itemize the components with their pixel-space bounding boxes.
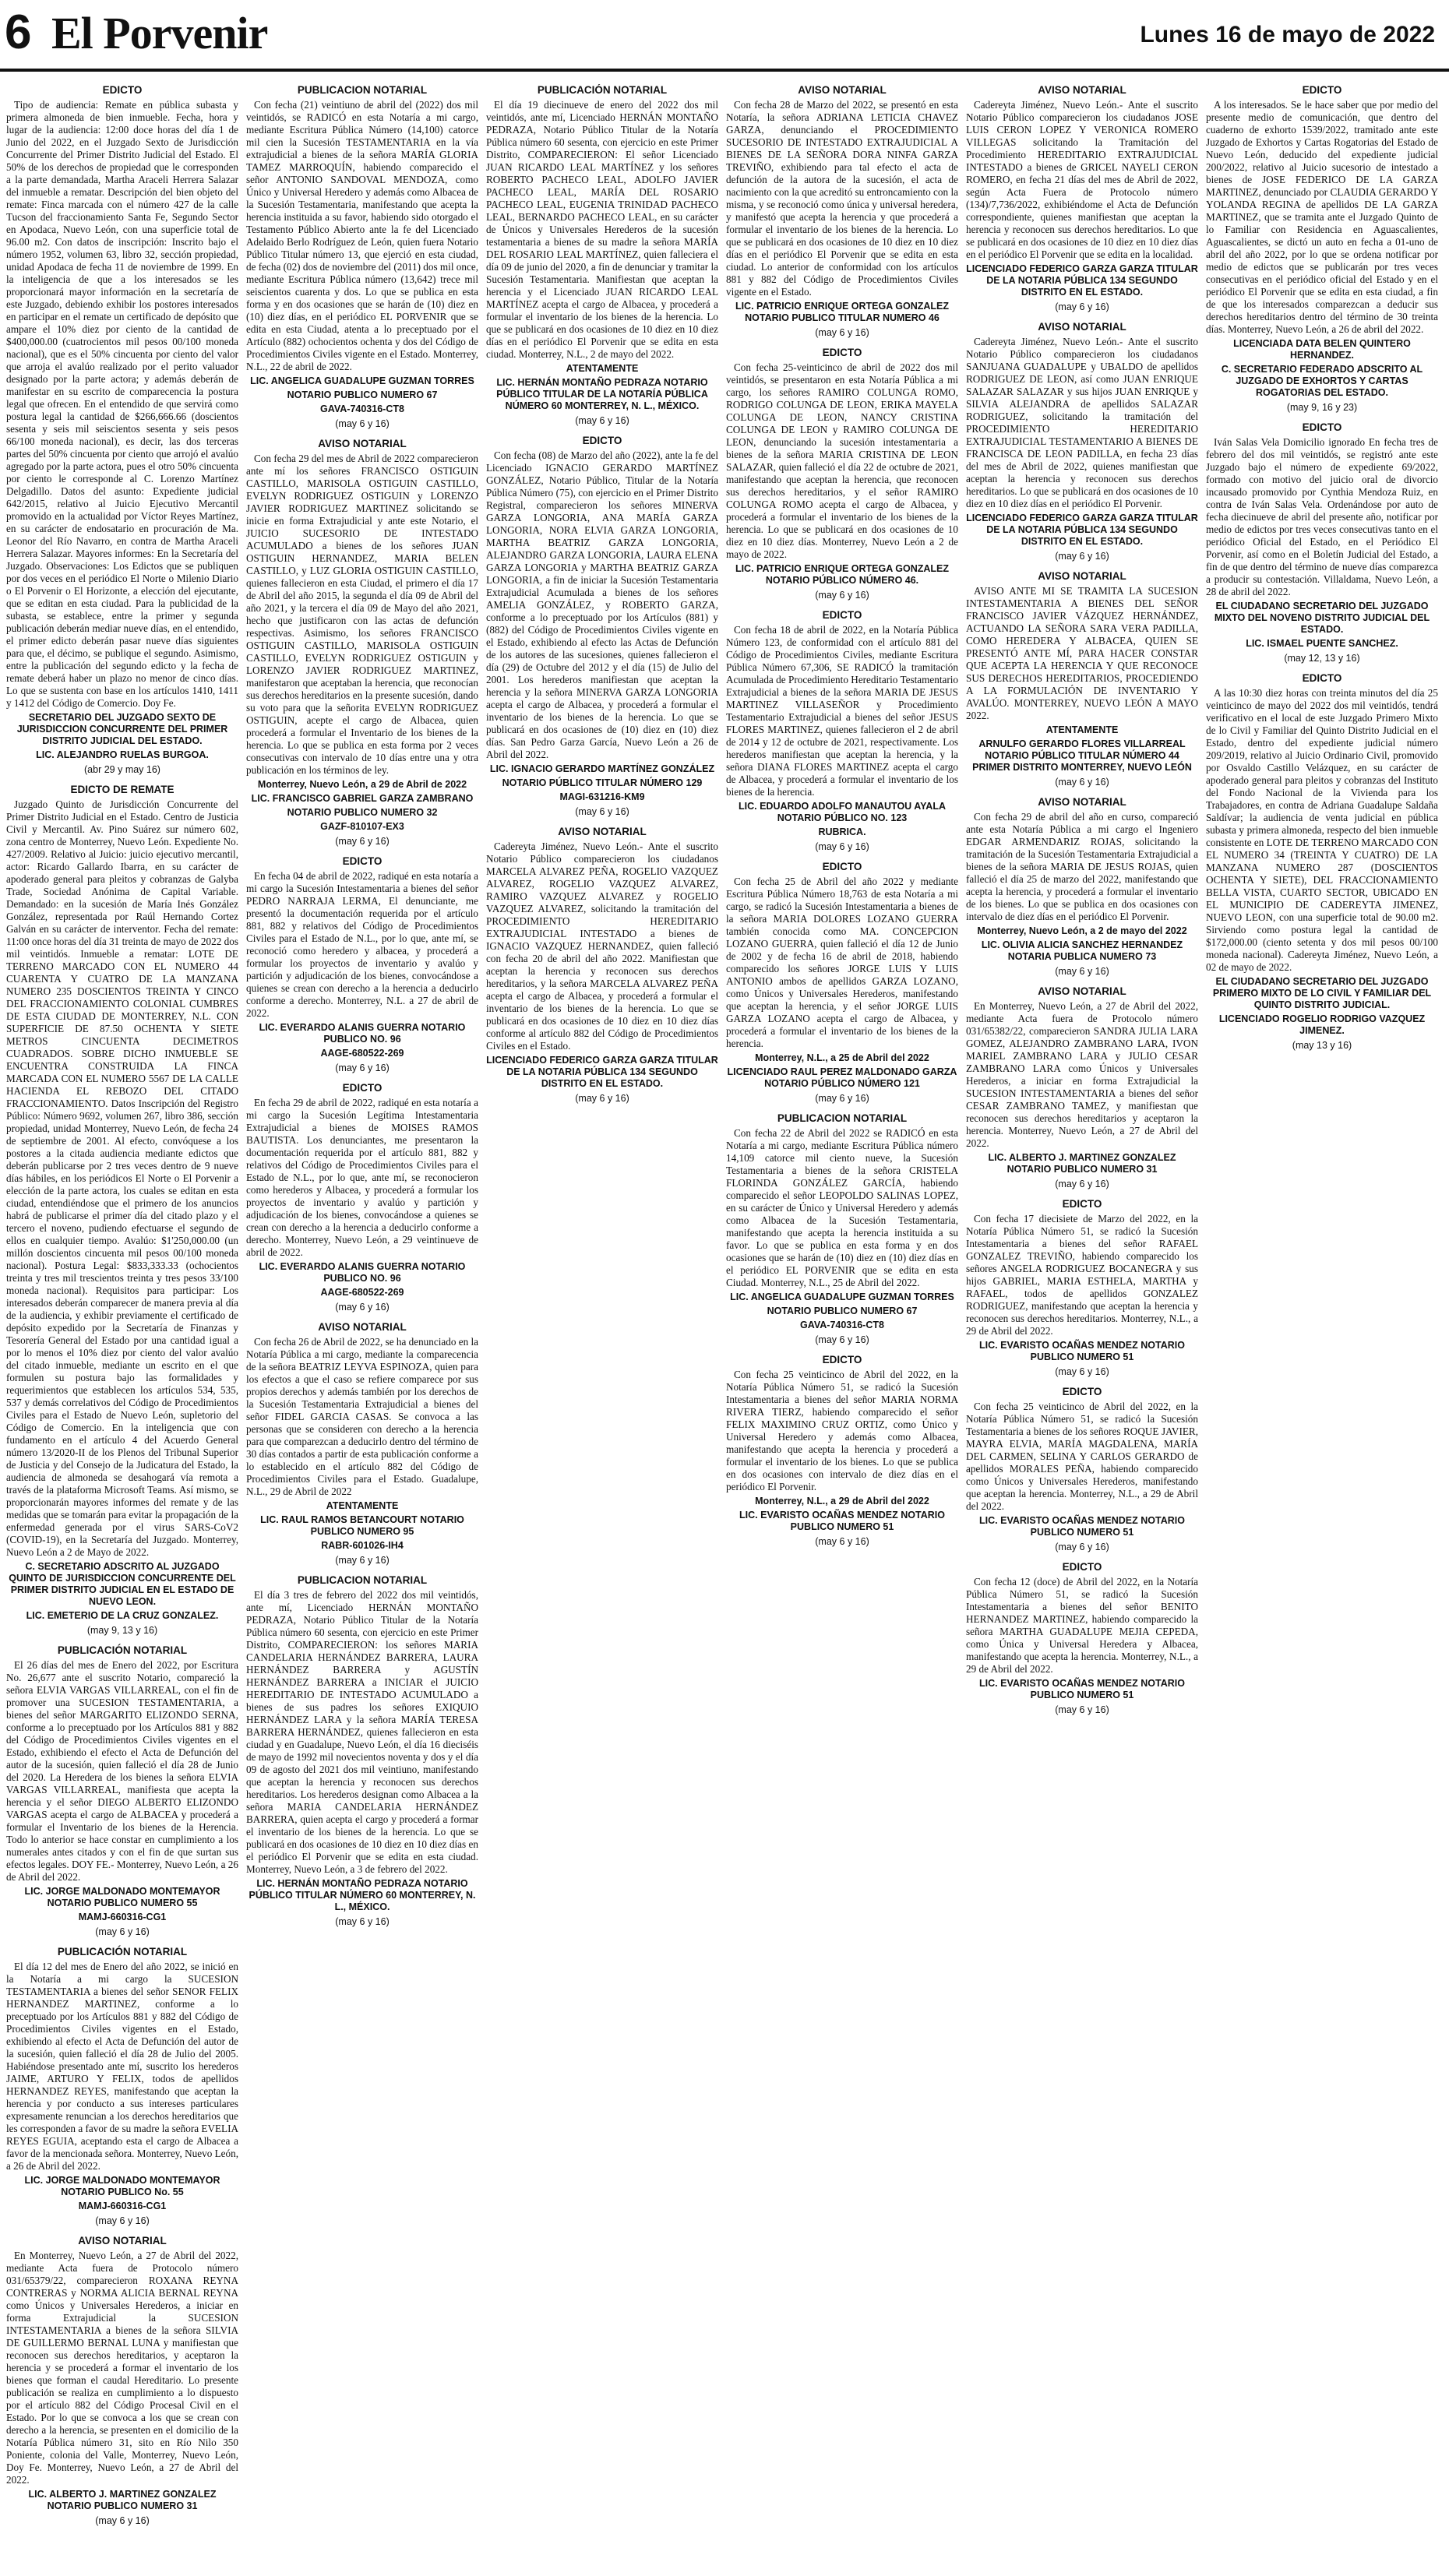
notice-body: Cadereyta Jiménez, Nuevo León.- Ante el suscrito Notario Público comparecieron los ciudadanos SANJUANA GUADALUPE y UBALDO de apellidos RODRIGUEZ DE LEON, así como JUAN ENRIQUE SALAZAR SALAZAR y sus hijos JUAN ENRIQUE y SILVIA ALEJANDRA de apellidos SALAZAR RODRIGUEZ, solicitando la tramitación del PROCEDIMIENTO HEREDITARIO EXTRAJUDICIAL TESTAMENTARIO A BIENES DE FRANCISCA DE LEON PADILLA, en fecha 23 días del mes de Abril de 2022, quienes manifiestan que aceptan la herencia y reconocen sus derechos hereditarios. Lo que se publicará en dos ocasiones de 10 diez en 10 diez días en el periódico El Porvenir. [966,336,1198,509]
notice-title: EDICTO [1062,1561,1102,1573]
legal-notice [726,347,958,601]
notice-signature: MAGI-631216-KM9 [559,791,645,802]
notice-signature: Monterrey, N.L., a 29 de Abril del 2022 [755,1496,929,1506]
notice-signature: LIC. ANGELICA GUADALUPE GUZMAN TORRES [250,375,474,386]
notice-signature: LIC. EVARISTO OCAÑAS MENDEZ NOTARIO PUBLICO NUMERO 51 [979,1340,1185,1362]
notice-body: El día 12 del mes de Enero del año 2022, se inició en la Notaría a mi cargo la SUCESION TESTAMENTARIA a bienes del señor SENOR FELIX HERNANDEZ MARTINEZ, conforme a lo preceptuado por los Artículos 881 y 882 del Código de Procedimientos Civiles vigentes en el Estado, exhibiendo al efecto el Acta de Defunción del autor de la sucesión, quien falleció el día 28 de Julio del 2005. Habiéndose presentado ante mí, suscrito los herederos JAIME, ARTURO Y FELIX, todos de apellidos HERNANDEZ REYES, manifestando que aceptan la herencia y por conducto a sus intereses particulares expresamente renuncian a los derechos hereditarios que les corresponden a favor de su madre la señora EVELIA REYES EGUIA, aceptando esta el cargo de Albacea a favor de la mencionada señora. Monterrey, Nuevo León, a 26 de Abril del 2022. [6,1961,238,2172]
notice-body: Con fecha 12 (doce) de Abril del 2022, en la Notaría Pública Número 51, se radicó la Sucesión Intestamentaria a bienes del señor BENITO HERNANDEZ MARTINEZ, habiendo comparecido la señora MARTHA GUADALUPE MEJIA CEPEDA, como Única y Universal Heredera y Albacea, manifestando que acepta la herencia. Monterrey, N.L., a 29 de Abril del 2022. [966,1576,1198,1675]
legal-notice [246,1574,478,1928]
notice-body: Tipo de audiencia: Remate en pública subasta y primera almoneda de bien inmueble. Fecha, hora y lugar de la audiencia: 12:00 doce horas del día 1 de Junio del 2022, en el Juzgado Sexto de Jurisdicción Concurrente del Primer Distrito Judicial del Estado. El 50% de los derechos de propiedad que le corresponden a la parte demandada, Martha Araceli Herrera Salazar del inmueble a rematar. Descripción del bien objeto del remate: Finca marcada con el número 427 de la calle Tucson del fraccionamiento Santa Fe, Segundo Sector en Apodaca, Nuevo León, con una superficie total de 96.00 m2. Con datos de inscripción: Inscrito bajo el número 1952, volumen 63, libro 32, sección propiedad, unidad Apodaca de fecha 11 de noviembre de 1999. En la inteligencia de que a los interesados se les proporcionará mayor información en la secretaría de este Juzgado, debiendo exhibir los postores interesados en participar en el remate un certificado de depósito que ampare el 10% diez por ciento de la cantidad de $400,000.00 (cuatrocientos mil pesos 00/100 moneda nacional), que es el 50% cincuenta por ciento del valor que arroja el avalúo realizado por el perito valuador designado por la parte actora; y además deberán de manifestar en su escrito de comparecencia la postura legal que ofrecen. En el entendido de que servirá como postura legal la cantidad de $266,666.66 (doscientos sesenta y seis mil seiscientos sesenta y seis pesos 66/100 moneda nacional), es decir, las dos terceras partes del 50% cincuenta por ciento que arrojó el avalúo agregado por la parte actora, pues el otro 50% cincuenta por ciento le corresponde al C. Lorenzo Martínez Delgadillo. Datos del asunto: Expediente judicial 642/2015, relativo al Juicio Ejecutivo Mercantil promovido en la actualidad por Víctor Reyes Martínez, en su carácter de endosatario en procuración de Ma. Leonor del Río Navarro, en contra de Martha Araceli Herrera Salazar. Mayores informes: En la Secretaría del Juzgado. Observaciones: Los Edictos que se publiquen por dos veces en el periódico El Norte o Milenio Diario o El Porvenir o El Horizonte, a elección del ejecutante, que se editan en esta ciudad. Para la publicidad de la subasta, se establece, entre la primer y segunda publicación deberán mediar nueve días, en el entendido, el primer edicto deberán pasar nueve días siguientes para que, el décimo, se publique el segundo. Asimismo, entre la publicación del segundo edicto y la fecha de remate deberá haber un plazo no menor de cinco días. Lo que se sustenta con base en los artículos 1410, 1411 y 1412 del Código de Comercio. Doy Fe. [6,99,238,709]
legal-notice [246,855,478,1074]
legal-notice [6,84,238,776]
notice-signature: RABR-601026-IH4 [321,1540,404,1551]
notice-body: El 26 días del mes de Enero del 2022, por Escritura No. 26,677 ante el suscrito Notario, compareció la señora ELVIA VARGAS VILLARREAL, con el fin de promover una SUCESION TESTAMENTARIA, a bienes del señor MARGARITO ELIZONDO SERNA, conforme a lo preceptuado por los Artículos 881 y 882 del Código de Procedimientos Civiles vigentes en el Estado, exhibiendo el efecto el Acta de Defunción del autor de la sucesión, quien falleció el día 28 de Junio del 2020. La Heredera de los bienes la señora ELVIA VARGAS VILLARREAL, manifiesta que acepta la herencia y el señor DIEGO ALBERTO ELIZONDO VARGAS acepta el cargo de ALBACEA y procederá a formular el Inventario de los bienes de la Herencia. Todo lo anterior se hace constar en cumplimiento a los numerales antes citados y con el fin de que surtan sus efectos legales. DOY FE.- Monterrey, Nuevo León, a 26 de Abril del 2022. [6,1659,238,1883]
legal-notice [1206,84,1438,414]
notice-body: Iván Salas Vela Domicilio ignorado En fecha tres de febrero del dos mil veintidós, se registró ante este Juzgado bajo el número de expediente 69/2022, formado con motivo del juicio oral de divorcio incausado promovido por Cynthia Mendoza Ruiz, en contra de Iván Salas Vela. Ordenándose por auto de fecha diecinueve de abril del presente año, notificar por medio de edictos por tres veces consecutivas tanto en el periódico Oficial del Estado, en el Periódico El Porvenir, así como en el Boletín Judicial del Estado, a fin de que dentro del término de nueve días comparezca a producir su contestación. Villaldama, Nuevo León, a 28 de abril del 2022. [1206,436,1438,597]
notice-signature: LIC. ANGELICA GUADALUPE GUZMAN TORRES [730,1292,954,1302]
issue-date: Lunes 16 de mayo de 2022 [1140,22,1435,48]
notice-body: Con fecha 22 de Abril del 2022 se RADICÓ en esta Notaría a mi cargo, mediante Escritura Pública número 14,109 catorce mil ciento nueve, la Sucesión Testamentaria a bienes de la señora CRISTELA FLORINDA GONZÁLEZ GARCÍA, habiendo comparecido el señor LEOPOLDO SALINAS LOPEZ, en su carácter de Único y Universal Heredero y además como Albacea de la Sucesión Testamentaria, manifestando que acepta la herencia instituida a su favor. Lo que se publica en esta forma y en dos ocasiones que se harán de (10) diez en (10) diez días en el periódico EL PORVENIR que se edita en esta Ciudad. Monterrey, N.L., 25 de Abril del 2022. [726,1127,958,1288]
notice-title: EDICTO [102,84,143,96]
notice-body: Juzgado Quinto de Jurisdicción Concurrente del Primer Distrito Judicial en el Estado. Centro de Justicia Civil y Mercantil. Av. Pino Suárez sur número 602, zona centro de Monterrey, Nuevo León. Expediente No. 427/2009. Relativo al Juicio: juicio ejecutivo mercantil, actor: Ricardo Gallardo Ibarra, en su carácter de apoderado general para pleitos y cobranzas de Galyba Trade, Sociedad Anónima de Capital Variable. Demandado: en la sucesión de María Inés González González, representada por Raúl Hernando Cortez Galván en su carácter de interventor. Fecha del remate: 11:00 once horas del día 31 treinta de mayo de 2022 dos mil veintidós. Inmueble a rematar: LOTE DE TERRENO MARCADO CON EL NUMERO 44 CUARENTA Y CUATRO DE LA MANZANA NUMERO 235 DOSCIENTOS TREINTA Y CINCO DEL FRACCIONAMIENTO COLONIAL CUMBRES DE ESTA CIUDAD DE MONTERREY, N.L. CON SUPERFICIE DE 87.50 OCHENTA Y SIETE METROS CINCUENTA DECIMETROS CUADRADOS. SOBRE DICHO INMUEBLE SE ENCUENTRA CONSTRUIDA LA FINCA MARCADA CON EL NUMERO 5567 DE LA CALLE HACIENDA EL REBOZO DEL CITADO FRACCIONAMIENTO. Datos Inscripción del Registro Público: Número 9692, volumen 267, libro 386, sección propiedad, unidad Monterrey, Nuevo León, de fecha 24 de septiembre de 2001. Al efecto, convóquese a los postores a la citada audiencia mediante edictos que deberán publicarse por 2 tres veces dentro de 9 nueve días hábiles, en los periódicos El Norte o El Porvenir a elección de la parte actora, los cuales se editan en esta ciudad, entendiéndose que el primero de los anuncios habrá de publicarse el primer día del citado plazo y el tercero el noveno, pudiendo efectuarse el segundo de ellos en cualquier tiempo. Avalúo: $1'250,000.00 (un millón doscientos cincuenta mil pesos 00/100 moneda nacional). Postura Legal: $833,333.33 (ochocientos treinta y tres mil trescientos treinta y tres pesos 33/100 moneda nacional). Requisitos para participar: Los interesados deberán comparecer de manera previa al día de la audiencia, y exhibir previamente el certificado de depósito expedido por la Secretaría de Finanzas y Tesorería General del Estado por una cantidad igual a por lo menos el 10% diez por ciento del valor avalúo del citado inmueble, mediante un escrito en el que formulen su postura bajo las formalidades y requerimientos que establecen los artículos 534, 535, 537 y demás correlativos del Código de Procedimientos Civiles para el Estado de Nuevo León, supletorio del Código de Comercio. En la inteligencia que con fundamento en el artículo 4 del Acuerdo General número 13/2020-II de los Plenos del Tribunal Superior de Justicia y del Consejo de la Judicatura del Estado, la audiencia de almoneda se desahogará vía remota a través de la plataforma Microsoft Teams. Así mismo, se proporcionarán mayores informes del remate y de las medidas que se tomarán para evitar la propagación de la enfermedad generada por el virus SARS-CoV2 (COVID-19), en la Secretaría del Juzgado. Monterrey, Nuevo León a 2 de Mayo de 2022. [6,798,238,1558]
notice-signature: LICENCIADO RAUL PEREZ MALDONADO GARZA NOTARIO PÚBLICO NÚMERO 121 [727,1066,957,1089]
notice-title: EDICTO [582,435,622,446]
notice-signature: LIC. ISMAEL PUENTE SANCHEZ. [1246,638,1398,649]
notice-body: A las 10:30 diez horas con treinta minutos del día 25 veinticinco de mayo del 2022 dos mil veintidós, tendrá verificativo en el local de este Juzgado Primero Mixto de lo Civil y Familiar del Quinto Distrito Judicial en el Estado, dentro del expediente judicial número 209/2019, relativo al Juicio Ordinario Civil, promovido por Osvaldo Castillo Velázquez, en su carácter de apoderado general para pleitos y cobranzas del Instituto del Fondo Nacional de la Vivienda para los Trabajadores, en contra de Adriana Guadalupe Saldaña Saldívar; la audiencia de venta judicial en pública subasta y primera almoneda, respecto del bien inmueble consistente en LOTE DE TERRENO MARCADO CON EL NUMERO 34 (TREINTA Y CUATRO) DE LA MANZANA NUMERO 287 (DOSCIENTOS OCHENTA Y SIETE), DEL FRACCIONAMIENTO BELLA VISTA, CUARTO SECTOR, UBICADO EN EL MUNICIPIO DE CADEREYTA JIMENEZ, NUEVO LEON, con una superficie total de 90.00 m2. Sirviendo como postura legal la cantidad de $172,000.00 (ciento setenta y dos mil pesos 00/100 moneda nacional). Cadereyta Jiménez, Nuevo León, a 02 de mayo de 2022. [1206,687,1438,973]
notice-title: PUBLICACIÓN NOTARIAL [57,1946,188,1958]
notice-signature: NOTARIO PUBLICO NUMERO 67 [767,1306,918,1316]
legal-notice [486,84,718,427]
publication-dates: (may 6 y 16) [815,590,869,601]
publication-dates: (may 6 y 16) [1055,966,1109,977]
legal-notice [726,609,958,853]
publication-dates: (may 6 y 16) [575,415,629,426]
legal-notice [246,1321,478,1566]
column [246,84,478,2561]
column [966,84,1198,2561]
notice-body: Con fecha 25 de Abril del año 2022 y mediante Escritura Pública Número 18,763 de esta Notaría a mi cargo, se radicó la Sucesión Intestamentaria a bienes de la señora MARIA DOLORES LOZANO GUERRA también conocida como MA. CONCEPCION LOZANO GUERRA, quien falleció el día 12 de Junio de 2002 y de fecha 16 de abril de 2018, habiendo comparecido los señores JORGE LUIS Y LUIS ANTONIO ambos de apellidos GARZA LOZANO, como Únicos y Universales Herederos, manifestando que aceptan la herencia, y el señor JORGE LUIS GARZA LOZANO acepta el cargo de Albacea, y procederá a formular el inventario de los bienes de la herencia. [726,876,958,1049]
notice-signature: LICENCIADO FEDERICO GARZA GARZA TITULAR DE LA NOTARIA PÚBLICA 134 SEGUNDO DISTRITO EN EL ESTADO. [966,263,1198,298]
legal-notice [486,435,718,818]
notice-signature: LIC. EVARISTO OCAÑAS MENDEZ NOTARIO PUBLICO NUMERO 51 [979,1515,1185,1538]
notice-signature: Monterrey, Nuevo León, a 2 de mayo del 2022 [977,925,1187,936]
notice-signature: EL CIUDADANO SECRETARIO DEL JUZGADO MIXTO DEL NOVENO DISTRITO JUDICIAL DEL ESTADO. [1214,601,1430,635]
legal-notices-columns [6,84,1446,2561]
notice-title: AVISO NOTARIAL [1038,84,1126,96]
notice-title: AVISO NOTARIAL [1038,321,1126,333]
notice-title: PUBLICACION NOTARIAL [297,84,428,96]
notice-signature: AAGE-680522-269 [320,1287,404,1298]
column [486,84,718,2561]
notice-title: AVISO NOTARIAL [78,2235,167,2247]
publication-dates: (may 6 y 16) [815,1536,869,1547]
notice-body: Con fecha (08) de Marzo del año (2022), ante la fe del Licenciado IGNACIO GERARDO MARTÍNEZ GONZÁLEZ, Notario Público, Titular de la Notaría Pública Número (75), con ejercicio en el Primer Distrito Registral, comparecieron los señores MINERVA GARZA LONGORIA, ANA MARÍA GARZA LONGORIA, NORA ELVIA GARZA LONGORIA, MARTHA BEATRIZ GARZA LONGORIA, ALEJANDRO GARZA LONGORIA, LAURA ELENA GARZA LONGORIA y MARTHA BEATRIZ GARZA LONGORIA, a fin de iniciar la Sucesión Testamentaria Extrajudicial Acumulada a bienes de los señores AMELIA GONZÁLEZ, y ROBERTO GARZA, conforme a lo preceptuado por los Artículos (881) y (882) del Código de Procedimientos Civiles vigente en el Estado, exhibiendo al efecto las Actas de Defunción de los autores de las sucesiones, quienes fallecieron el día (29) de Octubre del 2012 y el día (15) de Julio del 2001. Los herederos manifiestan que aceptan la herencia y la señora MINERVA GARZA LONGORIA acepta el cargo de Albacea, y procederá a formular el inventario de los bienes de la herencia. Lo que se publicará en dos ocasiones de (10) diez en (10) diez días. San Pedro Garza García, Nuevo León a 26 de Abril del 2022. [486,449,718,760]
notice-signature: MAMJ-660316-CG1 [78,2201,167,2211]
notice-body: Con fecha 29 de abril del año en curso, compareció ante esta Notaría Pública a mi cargo el Ingeniero EDGAR ARMENDARIZ ROJAS, solicitando la tramitación de la Sucesión Testamentaria Extrajudicial a bienes de la señora MARIA DE JESUS ROJAS, quien falleció el día 25 de marzo del 2022, manifestando que acepta la herencia, y procederá a formular el inventario de los bienes. Lo que se publica en dos ocasiones con intervalo de diez días en el periódico El Porvenir. [966,811,1198,922]
notice-body: El día 3 tres de febrero del 2022 dos mil veintidós, ante mí, Licenciado HERNÁN MONTAÑO PEDRAZA, Notario Público Titular de la Notaría Pública número 60 sesenta, con ejercicio en este Primer Distrito, COMPARECIERON: los señores MARIA CANDELARIA HERNÁNDEZ BARRERA, LAURA HERNÁNDEZ BARRERA y AGUSTÍN HERNÁNDEZ BARRERA a INICIAR el JUICIO HEREDITARIO DE INTESTADO ACUMULADO a bienes de sus padres los señores EXIQUIO HERNÁNDEZ LARA y la señora MARÍA TERESA BARRERA HERNÁNDEZ, quienes fallecieron en esta ciudad y en Guadalupe, Nuevo León, el día 16 dieciséis de mayo de 1992 mil novecientos noventa y dos y el día 09 de agosto del 2021 dos mil veintiuno, manifestando que aceptan la herencia y reconocen sus derechos hereditarios. Los herederos designan como Albacea a la señora MARIA CANDELARIA HERNÁNDEZ BARRERA, quien acepta el cargo y procederá a formar el inventario de los bienes de la herencia. Lo que se publicará en dos ocasiones de 10 diez en 10 diez días en el periódico El Porvenir que se edita en esta ciudad. Monterrey, Nuevo León, a 3 de febrero del 2022. [246,1589,478,1875]
publication-dates: (may 6 y 16) [575,1093,629,1104]
notice-signature: LIC. JORGE MALDONADO MONTEMAYOR NOTARIO PUBLICO No. 55 [24,2175,220,2197]
notice-signature: LIC. EVARISTO OCAÑAS MENDEZ NOTARIO PUBLICO NUMERO 51 [979,1678,1185,1700]
legal-notice [966,796,1198,978]
publication-dates: (may 6 y 16) [335,1062,390,1073]
publication-dates: (may 6 y 16) [95,2515,150,2526]
legal-notice [246,1082,478,1313]
notice-signature: ARNULFO GERARDO FLORES VILLARREAL NOTARIO PÚBLICO TITULAR NÚMERO 44 PRIMER DISTRITO MONTERREY, NUEVO LEÓN [972,738,1192,773]
publication-dates: (may 6 y 16) [335,418,390,429]
notice-signature: LICENCIADO ROGELIO RODRIGO VAZQUEZ JIMENEZ. [1218,1013,1426,1036]
notice-signature: LIC. EDUARDO ADOLFO MANAUTOU AYALA NOTARIO PÚBLICO NO. 123 [739,801,946,823]
notice-body: Cadereyta Jiménez, Nuevo León.- Ante el suscrito Notario Público comparecieron los ciudadanos JOSE LUIS CERON LOPEZ Y VERONICA ROMERO VILLEGAS solicitando la Tramitación del Procedimiento HEREDITARIO EXTRAJUDICIAL INTESTADO a bienes de GRICEL NAYELI CERON ROMERO, en fecha 21 días del mes de Abril de 2022, según Acta Fuera de Protocolo número (134)/7,736/2022, exhibiéndome el Acta de Defunción correspondiente, quienes manifiestan que aceptan la herencia y reconocen sus derechos hereditarios. Lo que se publicará en dos ocasiones de 10 diez en 10 diez días en el periódico El Porvenir que se edita en la localidad. [966,99,1198,260]
notice-title: AVISO NOTARIAL [1038,985,1126,997]
notice-body: Con fecha 25-veinticinco de abril de 2022 dos mil veintidós, se presentaron en esta Notaría Pública a mi cargo, los señores RAMIRO COLUNGA ROMO, RODRIGO COLUNGA DE LEON, ERIKA MAYELA COLUNGA DE LEON, NANCY CRISTINA COLUNGA DE LEON y RAMIRO COLUNGA DE LEON, denunciando la sucesión intestamentaria a bienes de la señora MARIA CRISTINA DE LEON SALAZAR, quien falleció el día 22 de octubre de 2021, manifestando que aceptan la herencia, que reconocen sus derechos hereditarios, y el señor RAMIRO COLUNGA ROMO acepta el cargo de Albacea, y procederá a formular el inventario de los bienes de la herencia. Lo que se publicará en dos ocasiones de 10 diez en 10 diez días. Monterrey, Nuevo León a 2 de mayo de 2022. [726,361,958,560]
notice-signature: LICENCIADO FEDERICO GARZA GARZA TITULAR DE LA NOTARIA PÚBLICA 134 SEGUNDO DISTRITO EN EL ESTADO. [486,1055,718,1089]
notice-signature: LICENCIADO FEDERICO GARZA GARZA TITULAR DE LA NOTARIA PÚBLICA 134 SEGUNDO DISTRITO EN EL ESTADO. [966,513,1198,547]
notice-title: AVISO NOTARIAL [1038,796,1126,808]
legal-notice [726,1354,958,1548]
publication-dates: (may 6 y 16) [335,1916,390,1927]
column [726,84,958,2561]
notice-signature: LIC. EVERARDO ALANIS GUERRA NOTARIO PUBLICO NO. 96 [259,1261,466,1284]
notice-body: Con fecha 17 diecisiete de Marzo del 2022, en la Notaría Pública Número 51, se radicó la Sucesión Intestamentaria a bienes del señor RAFAEL GONZALEZ TREVIÑO, habiendo comparecido los señores ANGELA RODRIGUEZ BOCANEGRA y sus hijos GABRIEL, MARIA ESTHELA, MARTHA y RAFAEL, todos de apellidos GONZALEZ RODRIGUEZ, manifestando que aceptan la herencia y reconocen sus derechos hereditarios. Monterrey, N.L., a 29 de Abril del 2022. [966,1213,1198,1337]
notice-body: El día 19 diecinueve de enero del 2022 dos mil veintidós, ante mí, Licenciado HERNÁN MONTAÑO PEDRAZA, Notario Público Titular de la Notaría Pública número 60 sesenta, con ejercicio en este Primer Distrito, COMPARECIERON: El señor Licenciado JUAN RICARDO LEAL MARTÍNEZ y los señores ROBERTO PACHECO LEAL, ADOLFO JAVIER PACHECO LEAL, MARÍA DEL ROSARIO PACHECO LEAL, EUGENIA TRINIDAD PACHECO LEAL, BERNARDO PACHECO LEAL, en su carácter de Únicos y Universales Herederos de la sucesión testamentaria a bienes de su madre la señora MARÍA DEL ROSARIO LEAL MARTÍNEZ, quien falleciera el día 09 de junio del 2020, a fin de denunciar y tramitar la Sucesión Testamentaria. Manifiestan que aceptan la herencia y el Licenciado JUAN RICARDO LEAL MARTÍNEZ acepta el cargo de Albacea, y procederá a formular el inventario de los bienes de la herencia. Lo que se publicará en dos ocasiones de 10 diez en 10 diez días en el periódico El Porvenir que se edita en esta ciudad. Monterrey, N.L., 2 de mayo del 2022. [486,99,718,360]
notice-signature: GAZF-810107-EX3 [320,821,404,832]
legal-notice [726,84,958,339]
notice-body: Cadereyta Jiménez, Nuevo León.- Ante el suscrito Notario Público comparecieron los ciudadanos MARCELA ALVAREZ PEÑA, ROGELIO VAZQUEZ ALVAREZ, ROGELIO VAZQUEZ ALVAREZ, RAMIRO VAZQUEZ ALVAREZ y ROGELIO VAZQUEZ ALVAREZ, solicitando la tramitación del PROCEDIMIENTO HEREDITARIO EXTRAJUDICIAL INTESTADO a bienes de IGNACIO VAZQUEZ HERNANDEZ, quien falleció con fecha 20 de abril del año 2022. Manifiestan que aceptan la herencia y reconocen sus derechos hereditarios, y la señora MARCELA ALVAREZ PEÑA acepta el cargo de Albacea, y procederá a formular el inventario de los bienes de la herencia. Lo que se publicará en dos ocasiones de 10 diez en 10 diez días conforme al artículo 882 del Código de Procedimientos Civiles en el Estado. [486,840,718,1052]
notice-body: Con fecha 25 veinticinco de Abril del 2022, en la Notaría Pública Número 51, se radicó la Sucesión Intestamentaria a bienes del señor MARIA NORMA RIVERA TIERZ, habiendo comparecido el señor FELIX MAXIMINO CRUZ ORTIZ, como Único y Universal Heredero y además como Albacea, manifestando que acepta la herencia y procederá a formular el inventario de los bienes. Lo que se publica en dos ocasiones con intervalo de diez días en el periódico El Porvenir. [726,1369,958,1492]
publication-dates: (may 6 y 16) [815,841,869,852]
publication-dates: (may 6 y 16) [815,1334,869,1345]
notice-body: Con fecha 18 de abril de 2022, en la Notaría Pública Número 123, de conformidad con el artículo 881 del Código de Procedimientos Civiles, mediante Escritura Pública Número 67,306, SE RADICÓ la tramitación Acumulada de Procedimiento Hereditario Testamentario Extrajudicial a bienes de la señora MARIA DE JESUS MARTINEZ VILLASEÑOR y Procedimiento Testamentario Extrajudicial a bienes del señor JESUS FLORES MARTINEZ, quienes fallecieron el 2 de abril de 2014 y 12 de octubre de 2021, respectivamente. Los herederos manifiestan que aceptan la herencia, y la señora DIANA FLORES MARTINEZ acepta el cargo de Albacea, y procederá a formular el inventario de los bienes de la herencia. [726,624,958,798]
notice-signature: LIC. EMETERIO DE LA CRUZ GONZALEZ. [26,1610,219,1621]
notice-signature: LIC. PATRICIO ENRIQUE ORTEGA GONZALEZ NOTARIO PUBLICO TITULAR NUMERO 46 [735,301,950,323]
publication-dates: (may 6 y 16) [335,836,390,847]
notice-body: Con fecha (21) veintiuno de abril del (2022) dos mil veintidós, se RADICÓ en esta Notaría a mi cargo, mediante Escritura Pública Número (14,100) catorce mil cien la Sucesión TESTAMENTARIA en la vía extrajudicial a bienes de la señora MARÍA GLORIA TAMEZ MARROQUÍN, habiendo comparecido el señor ANTONIO SANDOVAL MENDOZA, como Único y Universal Heredero y además como Albacea de la Sucesión Testamentaria, manifestando que acepta la herencia instituida a su favor, habiendo sido otorgado el Testamento Público Abierto ante la fe del Licenciado Adelaido Berlo Rodríguez de León, quien fuera Notario Público Titular número 13, que ejerció en esta ciudad, de fecha (02) dos de noviembre del (2011) dos mil once, mediante Escritura Pública número (13,642) trece mil seiscientos cuarenta y dos. Lo que se publica en esta forma y en dos ocasiones que se harán de (10) diez en (10) diez días, en el periódico EL PORVENIR que se edita en esta Ciudad, atenta a lo preceptuado por el Artículo (882) ochocientos ochenta y dos del Código de Procedimientos Civiles vigente en el Estado. Monterrey, N.L., 22 de abril de 2022. [246,99,478,372]
publication-dates: (abr 29 y may 16) [84,764,160,775]
notice-signature: LIC. ALEJANDRO RUELAS BURGOA. [36,749,209,760]
notice-body: En Monterrey, Nuevo León, a 27 de Abril del 2022, mediante Acta fuera de Protocolo número 031/65379/22, comparecieron ROXANA REYNA CONTRERAS y NORMA ALICIA BERNAL REYNA como Únicos y Universales Herederos, a iniciar en forma Extrajudicial la SUCESION INTESTAMENTARIA a bienes de la señora SILVIA DE GUILLERMO BERNAL LUNA y manifiestan que reconocen sus derechos hereditarios, y aceptaron la herencia y se procederá a formar el inventario de los bienes que forman el caudal Hereditario. Lo presente publicación se realiza en cumplimiento a lo dispuesto por el artículo 882 del Código Procesal Civil en el Estado. Por lo que se convoca a los que se crean con derecho a la herencia, se presenten en el domicilio de la Notaría Pública número 31, sito en Río Nilo 350 Poniente, colonia del Valle, Monterrey, Nuevo León, Doy Fe. Monterrey, Nuevo León, a 27 de Abril del 2022. [6,2250,238,2486]
notice-signature: LIC. JORGE MALDONADO MONTEMAYOR NOTARIO PUBLICO NUMERO 55 [24,1886,220,1908]
publication-dates: (may 6 y 16) [95,1926,150,1937]
notice-body: En fecha 29 de abril de 2022, radiqué en esta notaría a mi cargo la Sucesión Legítima Intestamentaria Extrajudicial a bienes de MOISES RAMOS BAUTISTA. Los denunciantes, me presentaron la documentación requerida por el artículo 881, 882 y relativos del Código de Procedimientos Civiles para el Estado de N.L., por lo que, ante mí, se reconocieron como herederos y Albacea, y procederá a formular los proyectos de inventario y avalúo y partición y adjudicación de los bienes, convocándose a quienes se crean con derecho a la herencia a deducirlo conforme a derecho. Monterrey, Nuevo León, a 29 veintinueve de abril de 2022. [246,1097,478,1258]
publication-dates: (may 6 y 16) [815,1093,869,1104]
notice-title: EDICTO [1062,1386,1102,1397]
publication-dates: (may 6 y 16) [335,1555,390,1566]
legal-notice [6,1946,238,2227]
notice-body: En fecha 04 de abril de 2022, radiqué en esta notaría a mi cargo la Sucesión Intestamentaria a bienes del señor PEDRO NARRAJA LERMA, El denunciante, me presentó la documentación requerida por el artículo 881, 882 y relativos del Código de Procedimientos Civiles para el Estado de N.L., por lo que, ante mí, se reconoció como heredero y albacea, y procederá a formular los proyectos de inventario y avalúo y partición y adjudicación de los bienes, convocándose a quienes se crean con derecho a la herencia a deducirlo conforme a derecho. Monterrey, N.L. a 27 de abril de 2022. [246,870,478,1019]
notice-body: Con fecha 26 de Abril de 2022, se ha denunciado en la Notaría Pública a mi cargo, mediante la comparecencia de la señora BEATRIZ LEYVA ESPINOZA, quien para los efectos a que el caso se refiere comparece por sus propios derechos y además también por los derechos de la Sucesión Testamentaria Extrajudicial a bienes del señor FIDEL GARCIA CASAS. Se convoca a las personas que se consideren con derecho a la herencia para que comparezcan a deducirlo dentro del término de 30 días contados a partir de esta publicación conforme a lo establecido en el artículo 882 del Código de Procedimientos Civiles para el Estado. Guadalupe, N.L., 29 de Abril de 2022 [246,1336,478,1497]
notice-signature: RUBRICA. [818,826,866,837]
legal-notice [966,1561,1198,1716]
legal-notice [966,321,1198,562]
publication-dates: (may 9, 13 y 16) [86,1625,158,1636]
notice-title: EDICTO [342,855,383,867]
notice-signature: LIC. HERNÁN MONTAÑO PEDRAZA NOTARIO PÚBLICO TITULAR NÚMERO 60 MONTERREY, N. L., MÉXICO. [249,1878,476,1912]
legal-notice [6,2235,238,2527]
publication-dates: (may 6 y 16) [1055,777,1109,788]
notice-body: Con fecha 28 de Marzo del 2022, se presentó en esta Notaría, la señora ADRIANA LETICIA CHAVEZ GARZA, denunciando el PROCEDIMIENTO SUCESORIO DE INTESTADO EXTRAJUDICIAL A BIENES DE LA SEÑORA DORA NINFA GARZA TREVIÑO, exhibiendo para tal efecto el acta de defunción de la autora de la sucesión, el acta de nacimiento con la que acreditó su entroncamiento con la misma, y se reconoció como única y universal heredera, y manifestó que acepta la herencia y que procederá a formular el inventario de los bienes de la herencia. Lo que se publicará en dos ocasiones de 10 diez en 10 diez días en el periódico El Porvenir que se edita en esta ciudad. Lo anterior de conformidad con los artículos 881 y 882 del Código de Procedimientos Civiles vigente en el Estado. [726,99,958,298]
notice-title: EDICTO DE REMATE [70,784,175,795]
notice-signature: LIC. EVERARDO ALANIS GUERRA NOTARIO PUBLICO NO. 96 [259,1022,466,1045]
notice-signature: Monterrey, Nuevo León, a 29 de Abril de 2022 [257,779,467,790]
notice-title: EDICTO [822,347,862,358]
legal-notice [966,985,1198,1190]
notice-signature: LICENCIADA DATA BELEN QUINTERO HERNANDEZ. [1233,338,1411,361]
notice-body: Con fecha 25 veinticinco de Abril del 2022, en la Notaría Pública Número 51, se radicó la Sucesión Testamentaria a bienes de los señores ROQUE JAVIER, MAYRA ELVIA, MARÍA MAGDALENA, MARÍA DEL CARMEN, SELINA Y CARLOS GERARDO de apellidos MORALES PEÑA, habiendo comparecido como Únicos y Universales Herederos, manifestando que aceptan la herencia. Monterrey, N.L., a 29 de Abril del 2022. [966,1401,1198,1512]
publication-dates: (may 6 y 16) [1055,1704,1109,1715]
notice-title: EDICTO [1302,672,1342,684]
notice-title: EDICTO [822,1354,862,1366]
legal-notice [966,1198,1198,1378]
page-number: 6 [5,5,32,59]
notice-signature: GAVA-740316-CT8 [800,1320,884,1330]
column [6,84,238,2561]
notice-signature: ATENTAMENTE [326,1500,399,1511]
legal-notice [726,1112,958,1346]
legal-notice [1206,421,1438,664]
legal-notice [1206,672,1438,1052]
publication-dates: (may 6 y 16) [95,2215,150,2226]
notice-title: AVISO NOTARIAL [318,1321,407,1333]
legal-notice [486,826,718,1105]
notice-signature: C. SECRETARIO ADSCRITO AL JUZGADO QUINTO DE JURISDICCION CONCURRENTE DEL PRIMER DISTRITO JUDICIAL EN EL ESTADO DE NUEVO LEON. [9,1561,236,1607]
notice-title: EDICTO [1302,84,1342,96]
notice-title: PUBLICACION NOTARIAL [297,1574,428,1586]
legal-notice [246,84,478,430]
publication-dates: (may 6 y 16) [335,1302,390,1313]
legal-notice [6,1644,238,1938]
notice-title: AVISO NOTARIAL [1038,570,1126,582]
publication-dates: (may 12, 13 y 16) [1284,653,1360,664]
publication-dates: (may 6 y 16) [1055,1366,1109,1377]
notice-title: PUBLICACION NOTARIAL [777,1112,908,1124]
notice-title: AVISO NOTARIAL [318,438,407,449]
notice-signature: LIC. FRANCISCO GABRIEL GARZA ZAMBRANO [251,793,474,804]
publication-dates: (may 6 y 16) [1055,551,1109,562]
notice-signature: Monterrey, N.L., a 25 de Abril del 2022 [755,1052,929,1063]
notice-signature: LIC. OLIVIA ALICIA SANCHEZ HERNANDEZ NOTARIA PUBLICA NUMERO 73 [981,939,1183,962]
legal-notice [966,1386,1198,1553]
publication-dates: (may 9, 16 y 23) [1286,402,1358,413]
legal-notice [966,84,1198,313]
notice-signature: ATENTAMENTE [566,363,639,374]
notice-signature: LIC. RAUL RAMOS BETANCOURT NOTARIO PUBLICO NUMERO 95 [260,1514,464,1537]
notice-signature: LIC. ALBERTO J. MARTINEZ GONZALEZ NOTARIO PUBLICO NUMERO 31 [988,1152,1176,1175]
masthead-rule [0,69,1449,72]
notice-body: A los interesados. Se le hace saber que por medio del presente medio de comunicación, que dentro del cuaderno de exhorto 1539/2022, tramitado ante este Juzgado de Exhortos y Cartas Rogatorias del Estado de Nuevo León, deducido del expediente judicial 200/2022, relativo al Juicio sucesorio de intestado a bienes de JOSE FEDERICO DE LA GARZA MARTINEZ, denunciado por CLAUDIA GERARDO Y YOLANDA REGINA de apellidos DE LA GARZA MARTINEZ, que se tramita ante el Juzgado Quinto de lo Familiar con Residencia en Aguascalientes, Aguascalientes, se dictó un auto en fecha a 01-uno de abril del año 2022, por lo que se ordena notificar por medio de edictos que se publicarán por tres veces consecutivas en el periódico oficial del Estado y en el periódico El Porvenir que se edita en esta ciudad, a fin de que los interesados comparezcan a deducir sus derechos hereditarios dentro del término de 30 treinta días. Monterrey, Nuevo León, a 26 de abril del 2022. [1206,99,1438,335]
notice-signature: LIC. PATRICIO ENRIQUE ORTEGA GONZALEZ NOTARIO PÚBLICO NÚMERO 46. [735,563,950,586]
notice-signature: NOTARIO PÚBLICO TITULAR NÚMERO 129 [502,777,703,788]
notice-signature: EL CIUDADANO SECRETARIO DEL JUZGADO PRIMERO MIXTO DE LO CIVIL Y FAMILIAR DEL QUINTO DISTRITO JUDICIAL. [1212,976,1432,1010]
publication-dates: (may 13 y 16) [1292,1040,1352,1051]
notice-signature: GAVA-740316-CT8 [320,403,404,414]
publication-dates: (may 6 y 16) [1055,301,1109,312]
notice-signature: NOTARIO PUBLICO NUMERO 32 [287,807,438,818]
masthead [0,0,1449,72]
notice-signature: SECRETARIO DEL JUZGADO SEXTO DE JURISDICCION CONCURRENTE DEL PRIMER DISTRITO JUDICIAL DEL ESTADO. [16,712,228,746]
notice-body: AVISO ANTE MI SE TRAMITA LA SUCESION INTESTAMENTARIA A BIENES DEL SEÑOR FRANCISCO JAVIER VÁZQUEZ HERNÁNDEZ, ACTUANDO LA SEÑORA SARA VERA PADILLA, COMO HEREDERA Y ALBACEA, QUIEN SE PRESENTÓ ANTE MÍ, PARA HACER CONSTAR QUE ACEPTA LA HERENCIA Y QUE RECONOCE SUS DERECHOS HEREDITARIOS, PROCEDIENDO A LA FORMULACIÓN DE INVENTARIO Y AVALÚO. MONTERREY, NUEVO LEÓN A MAYO 2022. [966,585,1198,721]
notice-signature: MAMJ-660316-CG1 [78,1912,167,1922]
notice-title: AVISO NOTARIAL [558,826,647,837]
notice-signature: ATENTAMENTE [1045,724,1119,735]
publication-dates: (may 6 y 16) [815,327,869,338]
notice-title: EDICTO [1302,421,1342,433]
notice-signature: NOTARIO PUBLICO NUMERO 67 [287,389,438,400]
publication-dates: (may 6 y 16) [1055,1179,1109,1189]
notice-signature: C. SECRETARIO FEDERADO ADSCRITO AL JUZGADO DE EXHORTOS Y CARTAS ROGATORIAS DEL ESTADO. [1221,364,1423,398]
notice-title: EDICTO [822,861,862,872]
notice-signature: LIC. ALBERTO J. MARTINEZ GONZALEZ NOTARIO PUBLICO NUMERO 31 [28,2489,217,2511]
notice-title: PUBLICACIÓN NOTARIAL [57,1644,188,1656]
notice-signature: LIC. EVARISTO OCAÑAS MENDEZ NOTARIO PUBLICO NUMERO 51 [739,1510,945,1532]
newspaper-logo: El Porvenir [51,8,268,58]
legal-notice [966,570,1198,788]
notice-body: Con fecha 29 del mes de Abril de 2022 comparecieron ante mí los señores FRANCISCO OSTIGUIN CASTILLO, MARISOLA OSTIGUIN CASTILLO, EVELYN RODRIGUEZ OSTIGUIN y LORENZO JAVIER RODRIGUEZ MARTINEZ solicitando se inicie en forma Extrajudicial y ante este Notario, el JUICIO SUCESORIO DE INTESTADO ACUMULADO a bienes de los señores JUAN OSTIGUIN HERNANDEZ, MARIA BELEN CASTILLO, y LUZ GLORIA OSTIGUIN CASTILLO, quienes fallecieron en esta Ciudad, el primero el día 17 de Abril del año 2015, la segunda el día 09 de Abril del año 2021, y la tercera el día 09 de Mayo del año 2021, hecho que justificaron con las actas de defunción respectivas. Asimismo, los señores FRANCISCO OSTIGUIN CASTILLO, MARISOLA OSTIGUIN CASTILLO, EVELYN RODRIGUEZ OSTIGUIN y LORENZO JAVIER RODRIGUEZ MARTINEZ, manifestaron que aceptaban la herencia, que reconocían sus derechos hereditarios en la presente sucesión, dando su voto para que la señorita EVELYN RODRIGUEZ OSTIGUIN, acepte el cargo de Albacea, quien procederá a formular el Inventario de los bienes de la herencia. Lo que se publica en esta forma por 2 veces consecutivas con intervalo de 10 días entre una y otra publicación en los términos de ley. [246,453,478,776]
notice-body: En Monterrey, Nuevo León, a 27 de Abril del 2022, mediante Acta fuera de Protocolo número 031/65382/22, comparecieron SANDRA JULIA LARA GOMEZ, ALEJANDRO ZAMBRANO LARA, IVON MARIEL ZAMBRANO LARA y JULIO CESAR ZAMBRANO LARA como Únicos y Universales Herederos, a iniciar en forma Extrajudicial la SUCESION INTESTAMENTARIA a bienes del señor CESAR ZAMBRANO TAMEZ, y manifiestan que reconocen sus derechos hereditarios y aceptaron la herencia. Monterrey, Nuevo León, a 27 de Abril del 2022. [966,1000,1198,1149]
notice-title: EDICTO [342,1082,383,1094]
legal-notice [6,784,238,1637]
notice-title: PUBLICACIÓN NOTARIAL [537,84,668,96]
notice-title: EDICTO [822,609,862,621]
publication-dates: (may 6 y 16) [575,806,629,817]
legal-notice [246,438,478,848]
notice-signature: AAGE-680522-269 [320,1048,404,1059]
legal-notice [726,861,958,1105]
publication-dates: (may 6 y 16) [1055,1542,1109,1552]
column [1206,84,1438,2561]
notice-signature: LIC. HERNÁN MONTAÑO PEDRAZA NOTARIO PÚBLICO TITULAR DE LA NOTARÍA PÚBLICA NÚMERO 60 MONTERREY, N. L., MÉXICO. [496,377,708,411]
notice-signature: LIC. IGNACIO GERARDO MARTÍNEZ GONZÁLEZ [489,763,715,774]
notice-title: EDICTO [1062,1198,1102,1210]
notice-title: AVISO NOTARIAL [798,84,887,96]
